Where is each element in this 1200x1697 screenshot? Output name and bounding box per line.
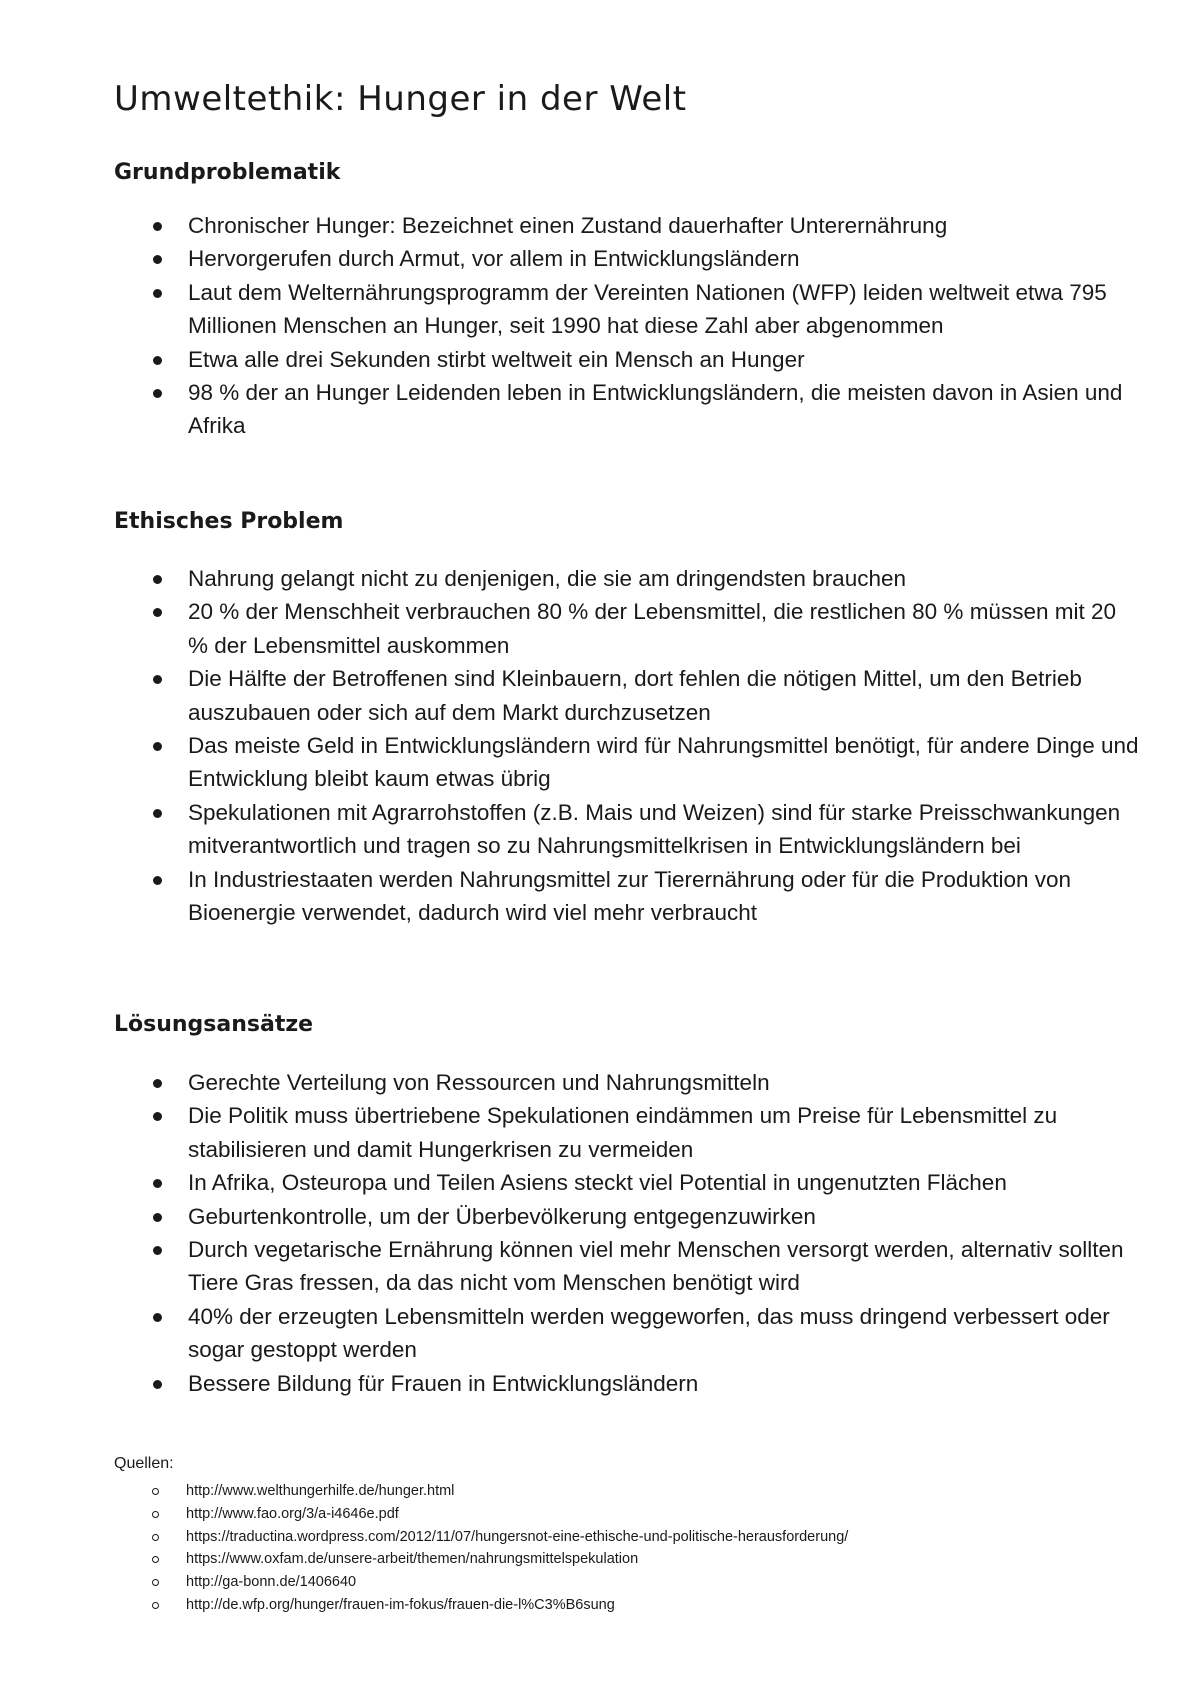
list-item-text: Etwa alle drei Sekunden stirbt weltweit ein Mensch an Hunger <box>188 346 805 372</box>
bullet-icon <box>153 255 162 264</box>
list-item <box>150 1099 1140 1166</box>
list-item-text: Durch vegetarische Ernährung können viel mehr Menschen versorgt werden, alternativ sollten Tiere Gras fressen, da das nicht vom Menschen benötigt wird <box>188 1237 1124 1296</box>
circle-bullet-icon <box>152 1534 159 1541</box>
source-item[interactable] <box>152 1503 1152 1526</box>
list-item-text: In Industriestaaten werden Nahrungsmittel zur Tierernährung oder für die Produktion von Bioenergie verwendet, dadurch wird viel mehr verbraucht <box>188 866 1071 926</box>
bullet-icon <box>153 1112 162 1121</box>
bullet-list-ethisches-problem <box>150 562 1140 929</box>
list-item <box>150 1233 1140 1300</box>
list-item <box>150 376 1140 443</box>
circle-bullet-icon <box>152 1579 159 1586</box>
source-link[interactable]: http://ga-bonn.de/1406640 <box>186 1574 357 1591</box>
source-link[interactable]: http://www.welthungerhilfe.de/hunger.html <box>186 1483 455 1499</box>
list-item-text: Laut dem Welternährungsprogramm der Vereinten Nationen (WFP) leiden weltweit etwa 795 Millionen Menschen an Hunger, seit 1990 hat diese Zahl aber abgenommen <box>188 279 1107 339</box>
bullet-icon <box>153 289 162 298</box>
source-item[interactable] <box>152 1548 1152 1571</box>
bullet-icon <box>153 356 162 365</box>
list-item <box>150 595 1140 662</box>
source-item[interactable] <box>152 1526 1152 1549</box>
section-heading-grundproblematik: Grundproblematik <box>114 160 341 185</box>
list-item-text: Spekulationen mit Agrarrohstoffen (z.B. Mais und Weizen) sind für starke Preisschwankungen mitverantwortlich und tragen so zu Nahrungsmittelkrisen in Entwicklungsländern bei <box>188 799 1121 859</box>
list-item-text: Gerechte Verteilung von Ressourcen und Nahrungsmitteln <box>188 1070 770 1095</box>
bullet-icon <box>153 1313 162 1322</box>
list-item <box>150 1200 1140 1233</box>
bullet-icon <box>153 1179 162 1188</box>
bullet-icon <box>153 1213 162 1222</box>
bullet-icon <box>153 1380 162 1389</box>
list-item <box>150 276 1140 343</box>
source-item[interactable] <box>152 1594 1152 1617</box>
list-item-text: Hervorgerufen durch Armut, vor allem in Entwicklungsländern <box>188 246 800 272</box>
list-item <box>150 1367 1140 1400</box>
list-item-text: Das meiste Geld in Entwicklungsländern wird für Nahrungsmittel benötigt, für andere Dinge und Entwicklung bleibt kaum etwas übrig <box>188 733 1139 792</box>
list-item <box>150 1066 1140 1099</box>
circle-bullet-icon <box>152 1556 159 1563</box>
list-item <box>150 729 1140 796</box>
list-item <box>150 562 1140 595</box>
list-item-text: Die Hälfte der Betroffenen sind Kleinbauern, dort fehlen die nötigen Mittel, um den Betrieb auszubauen oder sich auf dem Markt durchzusetzen <box>188 666 1082 725</box>
source-link[interactable]: https://www.oxfam.de/unsere-arbeit/themen/nahrungsmittelspekulation <box>186 1551 639 1568</box>
source-link[interactable]: http://de.wfp.org/hunger/frauen-im-fokus/frauen-die-l%C3%B6sung <box>186 1596 615 1613</box>
list-item <box>150 1300 1140 1367</box>
list-item-text: Die Politik muss übertriebene Spekulationen eindämmen um Preise für Lebensmittel zu stabilisieren und damit Hungerkrisen zu vermeiden <box>188 1103 1058 1162</box>
bullet-list-grundproblematik <box>150 209 1140 443</box>
sources-label: Quellen: <box>114 1455 174 1472</box>
list-item <box>150 662 1140 729</box>
circle-bullet-icon <box>152 1602 159 1609</box>
page-title: Umweltethik: Hunger in der Welt <box>114 79 687 119</box>
bullet-list-loesungsansaetze <box>150 1066 1140 1400</box>
source-item[interactable] <box>152 1480 1152 1503</box>
list-item <box>150 343 1140 376</box>
list-item-text: 40% der erzeugten Lebensmitteln werden weggeworfen, das muss dringend verbessert oder sogar gestoppt werden <box>188 1303 1110 1363</box>
bullet-icon <box>153 1246 162 1255</box>
list-item-text: Geburtenkontrolle, um der Überbevölkerung entgegenzuwirken <box>188 1203 816 1229</box>
list-item-text: 98 % der an Hunger Leidenden leben in Entwicklungsländern, die meisten davon in Asien und Afrika <box>188 380 1123 439</box>
bullet-icon <box>153 575 162 584</box>
list-item-text: Bessere Bildung für Frauen in Entwicklungsländern <box>188 1370 699 1396</box>
list-item <box>150 209 1140 242</box>
circle-bullet-icon <box>152 1511 159 1518</box>
bullet-icon <box>153 742 162 751</box>
bullet-icon <box>153 1079 162 1088</box>
bullet-icon <box>153 608 162 617</box>
bullet-icon <box>153 675 162 684</box>
source-list <box>152 1480 1152 1617</box>
list-item-text: Chronischer Hunger: Bezeichnet einen Zustand dauerhafter Unterernährung <box>188 213 948 238</box>
bullet-icon <box>153 222 162 231</box>
bullet-icon <box>153 389 162 398</box>
list-item-text: In Afrika, Osteuropa und Teilen Asiens steckt viel Potential in ungenutzten Flächen <box>188 1170 1007 1196</box>
list-item <box>150 796 1140 863</box>
list-item-text: Nahrung gelangt nicht zu denjenigen, die sie am dringendsten brauchen <box>188 566 907 591</box>
circle-bullet-icon <box>152 1488 159 1495</box>
section-heading-loesungsansaetze: Lösungsansätze <box>114 1012 314 1037</box>
source-item[interactable] <box>152 1571 1152 1594</box>
source-link[interactable]: http://www.fao.org/3/a-i4646e.pdf <box>186 1505 399 1522</box>
bullet-icon <box>153 876 162 885</box>
source-link[interactable]: https://traductina.wordpress.com/2012/11/07/hungersnot-eine-ethische-und-politische-herausforderung/ <box>186 1528 849 1545</box>
list-item <box>150 242 1140 275</box>
bullet-icon <box>153 809 162 818</box>
section-heading-ethisches-problem: Ethisches Problem <box>114 509 344 534</box>
list-item <box>150 1166 1140 1199</box>
list-item <box>150 863 1140 930</box>
list-item-text: 20 % der Menschheit verbrauchen 80 % der Lebensmittel, die restlichen 80 % müssen mit 20 % der Lebensmittel auskommen <box>188 599 1116 658</box>
